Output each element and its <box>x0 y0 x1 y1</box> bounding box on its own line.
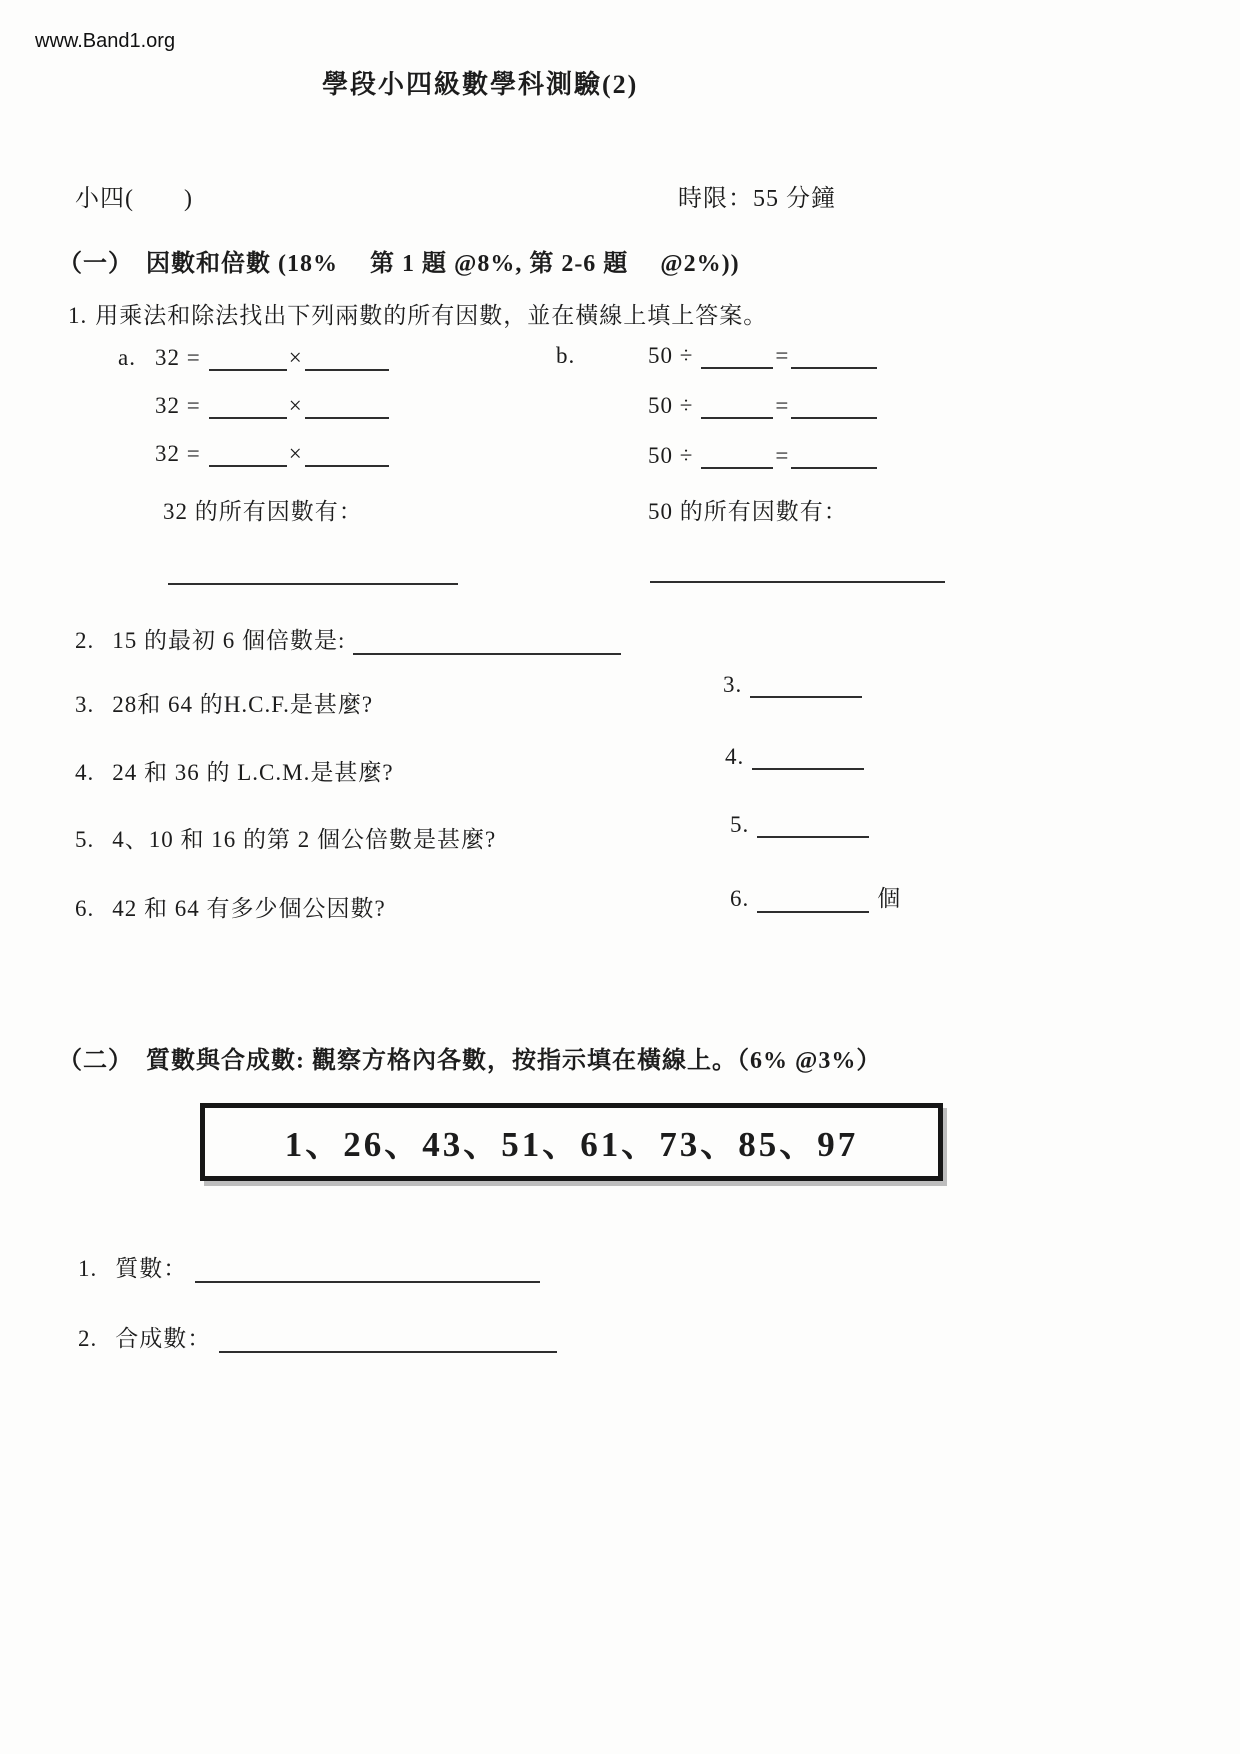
question-2-text: 15 的最初 6 個倍數是: <box>112 628 346 653</box>
part-a-label-wrap <box>118 345 136 371</box>
answer-blank <box>305 345 389 371</box>
s2-question-2-number: 2. <box>78 1326 98 1351</box>
q1b-row-1: 50 ÷ = <box>648 343 877 369</box>
answer-blank <box>209 393 287 419</box>
answer-3: 3. <box>723 672 862 698</box>
answer-blank <box>701 343 773 369</box>
s2-question-1 <box>78 1250 540 1283</box>
question-4-text: 24 和 36 的 L.C.M.是甚麼? <box>112 760 394 785</box>
answer-blank <box>791 393 877 419</box>
question-5-text: 4、10 和 16 的第 2 個公倍數是甚麼? <box>112 827 497 852</box>
question-4-number: 4. <box>75 760 95 785</box>
numbers-box <box>200 1103 943 1181</box>
multiply-sign: × <box>288 345 303 370</box>
answer-blank <box>701 393 773 419</box>
answer-line <box>650 561 945 583</box>
question-6-number: 6. <box>75 896 95 921</box>
s2-question-1-label: 質數： <box>115 1256 188 1281</box>
question-3-number: 3. <box>75 692 95 717</box>
equals-sign: = <box>775 443 790 468</box>
answer-blank <box>791 343 877 369</box>
question-1-number: 1. <box>68 303 88 328</box>
part-b-label: b. <box>556 343 576 368</box>
question-4 <box>75 754 394 787</box>
answer-line <box>168 563 458 585</box>
answer-blank <box>195 1257 540 1283</box>
answer-blank <box>209 441 287 467</box>
answer-blank <box>791 443 877 469</box>
time-limit: 時限：55 分鐘 <box>678 186 836 212</box>
question-2 <box>75 622 621 655</box>
question-2-number: 2. <box>75 628 95 653</box>
equals-sign: = <box>775 343 790 368</box>
equals-sign: = <box>775 393 790 418</box>
s2-question-2-label: 合成數： <box>115 1326 212 1351</box>
multiply-sign: × <box>288 441 303 466</box>
s2-question-1-number: 1. <box>78 1256 98 1281</box>
question-3-text: 28和 64 的H.C.F.是甚麼? <box>112 692 374 717</box>
answer-blank <box>752 744 864 770</box>
question-1 <box>68 297 767 330</box>
numbers-box-values: 1、26、43、51、61、73、85、97 <box>284 1125 859 1164</box>
section2-heading: （二） 質數與合成數: 觀察方格內各數，按指示填在橫線上。（6% @3%） <box>58 1048 882 1074</box>
q1a-row-3: 32 = × <box>155 441 389 467</box>
answer-blank <box>305 441 389 467</box>
answer-blank <box>701 443 773 469</box>
answer-blank <box>219 1327 557 1353</box>
question-1-text: 用乘法和除法找出下列兩數的所有因數，並在橫線上填上答案。 <box>95 303 768 328</box>
answer-blank <box>353 629 621 655</box>
question-6 <box>75 890 386 923</box>
answer-blank <box>209 345 287 371</box>
answer-blank <box>757 812 869 838</box>
s2-question-2 <box>78 1320 557 1353</box>
q1b-row-2: 50 ÷ = <box>648 393 877 419</box>
answer-4: 4. <box>725 744 864 770</box>
multiply-sign: × <box>288 393 303 418</box>
answer-6: 6. 個 <box>730 880 901 913</box>
answer-blank <box>750 672 862 698</box>
answer-blank <box>305 393 389 419</box>
part-b-label-wrap <box>556 343 575 369</box>
site-watermark: www.Band1.org <box>35 30 176 52</box>
section1-heading: （一） 因數和倍數 (18% 第 1 題 @8%, 第 2-6 題 @2%)) <box>58 251 740 277</box>
question-3 <box>75 686 373 719</box>
q1a-row-1: 32 = × <box>155 345 389 371</box>
answer-blank <box>757 887 869 913</box>
q1a-factors-label: 32 的所有因數有： <box>163 499 363 524</box>
class-field: 小四( ) <box>75 186 193 212</box>
q1a-row-2: 32 = × <box>155 393 389 419</box>
answer-5: 5. <box>730 812 869 838</box>
question-5-number: 5. <box>75 827 95 852</box>
q1b-factors-label: 50 的所有因數有： <box>648 499 848 524</box>
part-a-label: a. <box>118 345 136 370</box>
answer-6-unit: 個 <box>877 886 902 911</box>
question-5 <box>75 821 496 854</box>
question-6-text: 42 和 64 有多少個公因數? <box>112 896 386 921</box>
q1b-row-3: 50 ÷ = <box>648 443 877 469</box>
page-title: 學段小四級數學科測驗(2) <box>322 70 639 99</box>
